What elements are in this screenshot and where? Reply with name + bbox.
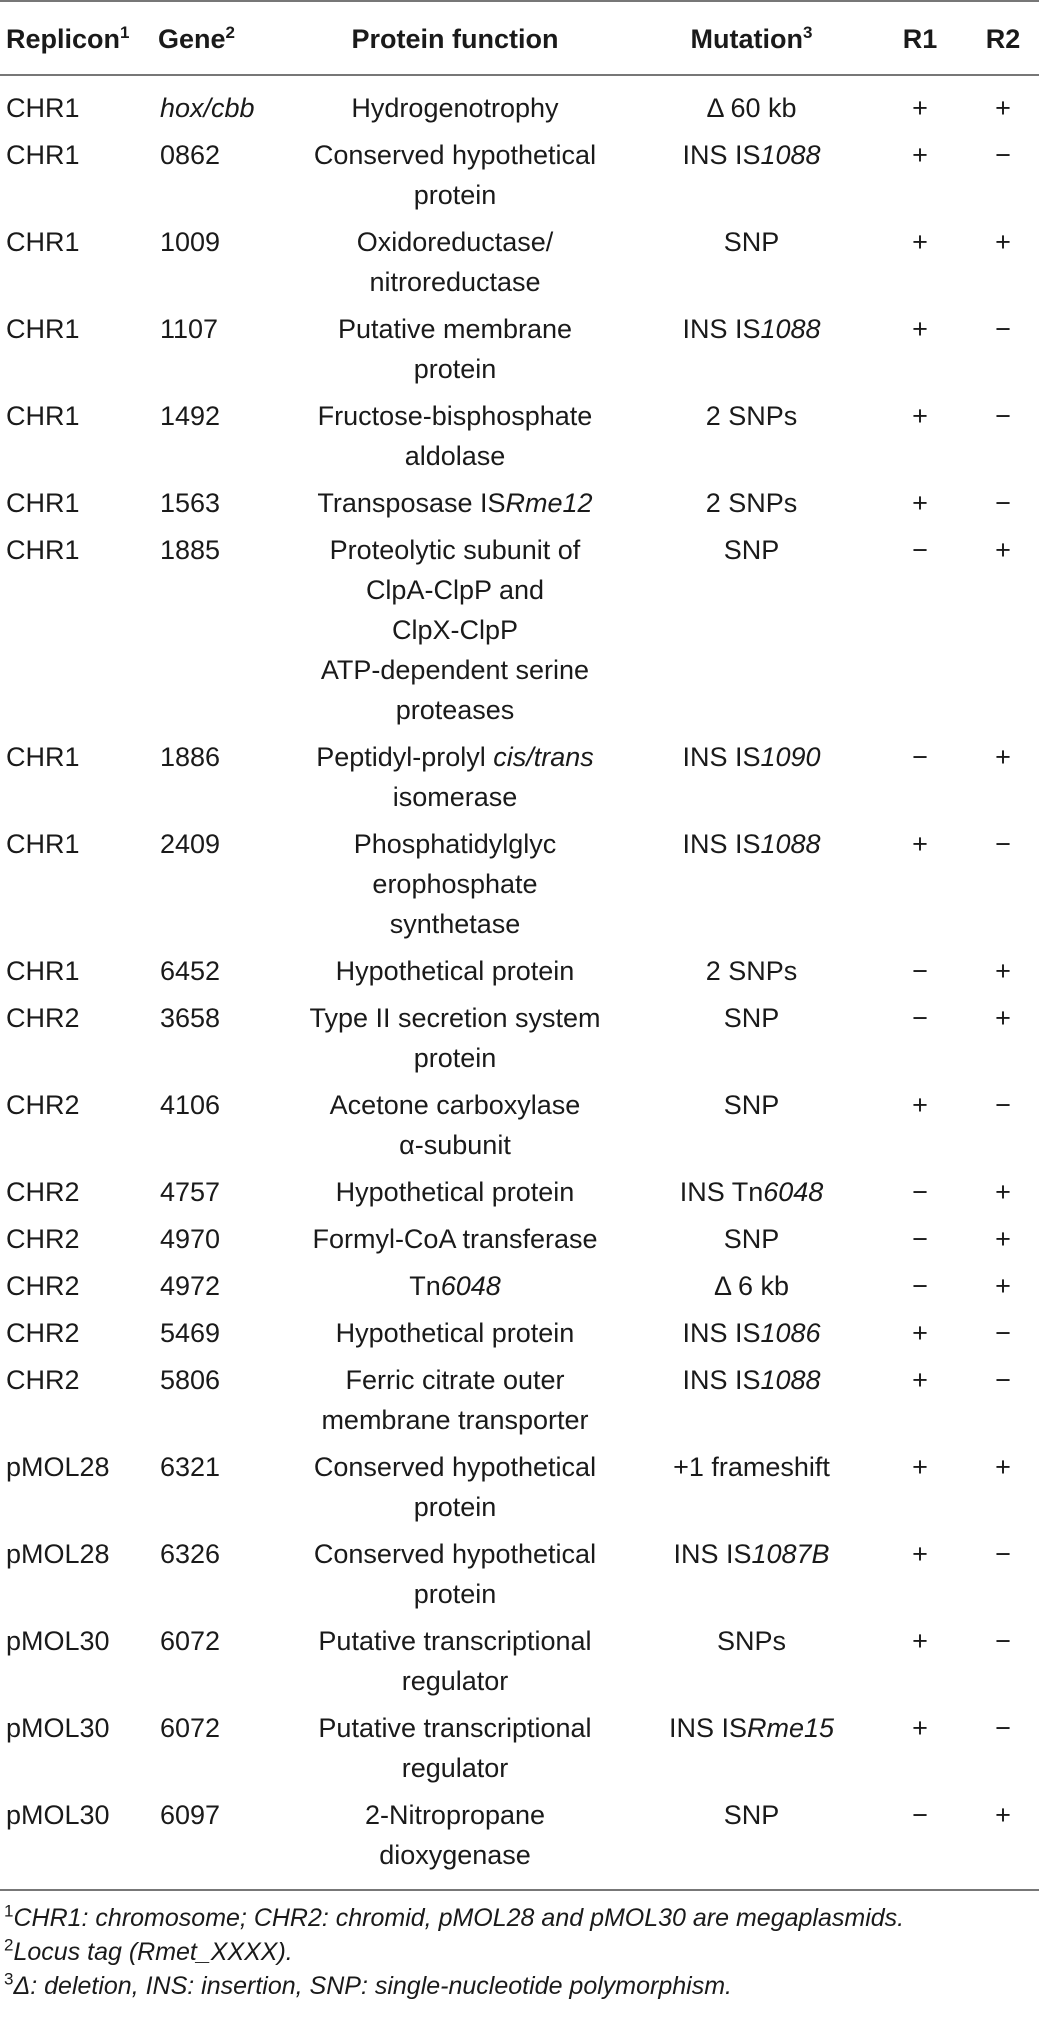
function-cell: Phosphatidylglyc erophosphate synthetase	[353, 829, 557, 939]
r2-cell: +	[995, 1224, 1011, 1254]
replicon-cell: CHR2	[6, 1003, 80, 1033]
replicon-cell: CHR1	[6, 93, 80, 123]
replicon-cell: CHR2	[6, 1271, 80, 1301]
r1-cell: −	[912, 956, 928, 986]
r1-cell: +	[912, 829, 928, 859]
footnote-marker: 3	[4, 1969, 14, 1989]
replicon-cell: CHR2	[6, 1318, 80, 1348]
table-row	[0, 75, 1039, 131]
r2-cell: +	[995, 535, 1011, 565]
function-cell: Conserved hypothetical protein	[313, 140, 597, 210]
footnotes	[0, 1901, 1039, 2003]
table-row	[0, 526, 1039, 733]
mutation-cell: 2 SNPs	[705, 956, 798, 986]
footnote-marker: 1	[4, 1901, 14, 1921]
gene-cell: 2409	[160, 829, 221, 859]
r2-cell: −	[995, 1713, 1011, 1743]
function-cell: Transposase ISRme12	[317, 488, 593, 518]
mutation-cell: INS IS1088	[682, 314, 821, 344]
mutation-cell: INS IS1086	[682, 1318, 821, 1348]
gene-cell: 4757	[160, 1177, 221, 1207]
mutation-cell: Δ 60 kb	[706, 93, 797, 123]
gene-cell: 1107	[160, 314, 219, 344]
function-cell: Proteolytic subunit of ClpA-ClpP and ClpX-ClpP ATP-dependent serine proteases	[320, 535, 590, 725]
function-cell: Conserved hypothetical protein	[313, 1452, 597, 1522]
gene-cell: 1563	[160, 488, 221, 518]
table-row	[0, 131, 1039, 218]
r1-cell: +	[912, 401, 928, 431]
replicon-cell: CHR1	[6, 314, 80, 344]
gene-cell: 6326	[160, 1539, 221, 1569]
r1-cell: +	[912, 488, 928, 518]
header-function: Protein function	[286, 1, 624, 75]
table-row	[0, 1081, 1039, 1168]
table-row	[0, 1443, 1039, 1530]
gene-cell: 1009	[160, 227, 221, 257]
function-cell: Putative transcriptional regulator	[318, 1626, 592, 1696]
header-gene-sup: 2	[225, 23, 235, 42]
function-cell: Ferric citrate outer membrane transporter	[321, 1365, 589, 1435]
gene-cell: 6452	[160, 956, 221, 986]
table-row	[0, 1309, 1039, 1356]
header-replicon-label: Replicon	[6, 24, 121, 54]
r2-cell: −	[995, 1626, 1011, 1656]
header-mutation-sup: 3	[803, 23, 813, 42]
gene-cell: 5806	[160, 1365, 221, 1395]
replicon-cell: CHR2	[6, 1177, 80, 1207]
header-gene-label: Gene	[158, 24, 226, 54]
gene-cell: 1492	[160, 401, 221, 431]
mutation-cell: 2 SNPs	[705, 488, 798, 518]
r2-cell: −	[995, 829, 1011, 859]
r2-cell: −	[995, 314, 1011, 344]
r2-cell: +	[995, 1003, 1011, 1033]
replicon-cell: pMOL28	[6, 1539, 110, 1569]
table-row	[0, 1168, 1039, 1215]
r1-cell: +	[912, 1626, 928, 1656]
replicon-cell: CHR2	[6, 1365, 80, 1395]
replicon-cell: pMOL30	[6, 1626, 110, 1656]
r1-cell: +	[912, 1090, 928, 1120]
gene-cell: 0862	[160, 140, 221, 170]
r2-cell: +	[995, 742, 1011, 772]
header-r2: R2	[961, 1, 1039, 75]
gene-cell: 4106	[160, 1090, 221, 1120]
r2-cell: −	[995, 1539, 1011, 1569]
table-row	[0, 1356, 1039, 1443]
r1-cell: +	[912, 140, 928, 170]
mutation-cell: SNP	[723, 1090, 780, 1120]
mutation-cell: Δ 6 kb	[713, 1271, 790, 1301]
function-cell: Oxidoreductase/ nitroreductase	[356, 227, 554, 297]
mutation-cell: SNPs	[716, 1626, 787, 1656]
gene-cell: 6072	[160, 1713, 221, 1743]
header-mutation	[624, 1, 879, 75]
table-row	[0, 1617, 1039, 1704]
function-cell: Type II secretion system protein	[309, 1003, 601, 1073]
footnote-3	[0, 1969, 1039, 2003]
replicon-cell: CHR1	[6, 956, 80, 986]
gene-cell: hox/cbb	[160, 93, 255, 123]
r1-cell: −	[879, 1791, 961, 1890]
replicon-cell: CHR2	[6, 1224, 80, 1254]
mutation-cell: SNP	[624, 1791, 879, 1890]
r2-cell: +	[995, 93, 1011, 123]
table-row	[0, 479, 1039, 526]
header-row	[0, 1, 1039, 75]
table-row	[0, 1215, 1039, 1262]
r2-cell: +	[995, 1271, 1011, 1301]
gene-cell: 3658	[160, 1003, 221, 1033]
r2-cell: +	[961, 1791, 1039, 1890]
mutation-cell: SNP	[723, 227, 780, 257]
gene-cell: 6072	[160, 1626, 221, 1656]
r1-cell: +	[912, 1539, 928, 1569]
replicon-cell: CHR1	[6, 829, 80, 859]
table-row	[0, 1791, 1039, 1890]
gene-cell: 4970	[160, 1224, 221, 1254]
r1-cell: +	[912, 1318, 928, 1348]
footnote-2	[0, 1935, 1039, 1969]
table-row	[0, 1704, 1039, 1791]
r1-cell: +	[912, 227, 928, 257]
mutation-cell: INS ISRme15	[668, 1713, 835, 1743]
gene-cell: 4972	[160, 1271, 221, 1301]
gene-cell: 1885	[160, 535, 221, 565]
mutation-cell: SNP	[723, 1224, 780, 1254]
replicon-cell: CHR1	[6, 488, 80, 518]
r1-cell: −	[912, 535, 928, 565]
r1-cell: +	[912, 1365, 928, 1395]
r1-cell: +	[912, 1713, 928, 1743]
mutation-cell: +1 frameshift	[673, 1452, 830, 1482]
footnote-text: Δ: deletion, INS: insertion, SNP: single-nucleotide polymorphism.	[13, 1972, 732, 2000]
r2-cell: +	[995, 1177, 1011, 1207]
r2-cell: +	[995, 956, 1011, 986]
header-replicon	[0, 1, 158, 75]
gene-cell: 5469	[160, 1318, 221, 1348]
replicon-cell: CHR1	[6, 401, 80, 431]
replicon-cell: CHR2	[6, 1090, 80, 1120]
mutation-cell: SNP	[723, 535, 780, 565]
table-row	[0, 820, 1039, 947]
header-gene	[158, 1, 286, 75]
mutation-cell: INS IS1090	[682, 742, 821, 772]
r2-cell: −	[995, 1318, 1011, 1348]
function-cell: Putative membrane protein	[337, 314, 573, 384]
gene-cell: 6097	[158, 1791, 286, 1890]
r1-cell: −	[912, 1224, 928, 1254]
footnote-marker: 2	[4, 1935, 14, 1955]
table-header	[0, 1, 1039, 75]
r2-cell: −	[995, 488, 1011, 518]
function-cell: Hypothetical protein	[335, 956, 575, 986]
mutation-cell: INS IS1088	[682, 829, 821, 859]
r1-cell: +	[912, 314, 928, 344]
header-mutation-label: Mutation	[690, 24, 803, 54]
function-cell: Formyl-CoA transferase	[312, 1224, 598, 1254]
table-row	[0, 305, 1039, 392]
table-row	[0, 733, 1039, 820]
mutation-cell: INS Tn6048	[679, 1177, 824, 1207]
footnote-1	[0, 1901, 1039, 1935]
r2-cell: +	[995, 227, 1011, 257]
function-cell: Hypothetical protein	[335, 1318, 575, 1348]
table-row	[0, 218, 1039, 305]
table-row	[0, 947, 1039, 994]
table-row	[0, 1530, 1039, 1617]
replicon-cell: CHR1	[6, 227, 80, 257]
r2-cell: −	[995, 401, 1011, 431]
table-row	[0, 392, 1039, 479]
gene-cell: 6321	[160, 1452, 221, 1482]
mutation-cell: 2 SNPs	[705, 401, 798, 431]
r2-cell: −	[995, 1365, 1011, 1395]
table-row	[0, 994, 1039, 1081]
r1-cell: +	[912, 93, 928, 123]
header-r1: R1	[879, 1, 961, 75]
replicon-cell: CHR1	[6, 140, 80, 170]
r1-cell: −	[912, 1177, 928, 1207]
function-cell: Acetone carboxylase α-subunit	[329, 1090, 581, 1160]
replicon-cell: pMOL30	[0, 1791, 158, 1890]
r1-cell: −	[912, 1003, 928, 1033]
footnote-text: CHR1: chromosome; CHR2: chromid, pMOL28 and pMOL30 are megaplasmids.	[13, 1904, 905, 1932]
function-cell: Putative transcriptional regulator	[318, 1713, 592, 1783]
function-cell: 2-Nitropropane dioxygenase	[286, 1791, 624, 1890]
mutation-cell: INS IS1087B	[673, 1539, 830, 1569]
mutation-cell: INS IS1088	[682, 140, 821, 170]
r1-cell: +	[912, 1452, 928, 1482]
table-body	[0, 75, 1039, 1890]
gene-cell: 1886	[160, 742, 221, 772]
mutation-cell: SNP	[723, 1003, 780, 1033]
r2-cell: −	[995, 1090, 1011, 1120]
function-cell: Tn6048	[409, 1271, 501, 1301]
replicon-cell: CHR1	[6, 535, 80, 565]
replicon-cell: CHR1	[6, 742, 80, 772]
function-cell: Conserved hypothetical protein	[313, 1539, 597, 1609]
function-cell: Fructose-bisphosphate aldolase	[317, 401, 593, 471]
r1-cell: −	[912, 742, 928, 772]
replicon-cell: pMOL30	[6, 1713, 110, 1743]
function-cell: Peptidyl-prolyl cis/trans isomerase	[316, 742, 594, 812]
replicon-cell: pMOL28	[6, 1452, 110, 1482]
r2-cell: −	[995, 140, 1011, 170]
table-row	[0, 1262, 1039, 1309]
r2-cell: +	[995, 1452, 1011, 1482]
r1-cell: −	[912, 1271, 928, 1301]
header-replicon-sup: 1	[120, 23, 130, 42]
mutation-cell: INS IS1088	[682, 1365, 821, 1395]
function-cell: Hypothetical protein	[335, 1177, 575, 1207]
footnote-text: Locus tag (Rmet_XXXX).	[13, 1938, 293, 1966]
function-cell: Hydrogenotrophy	[351, 93, 559, 123]
